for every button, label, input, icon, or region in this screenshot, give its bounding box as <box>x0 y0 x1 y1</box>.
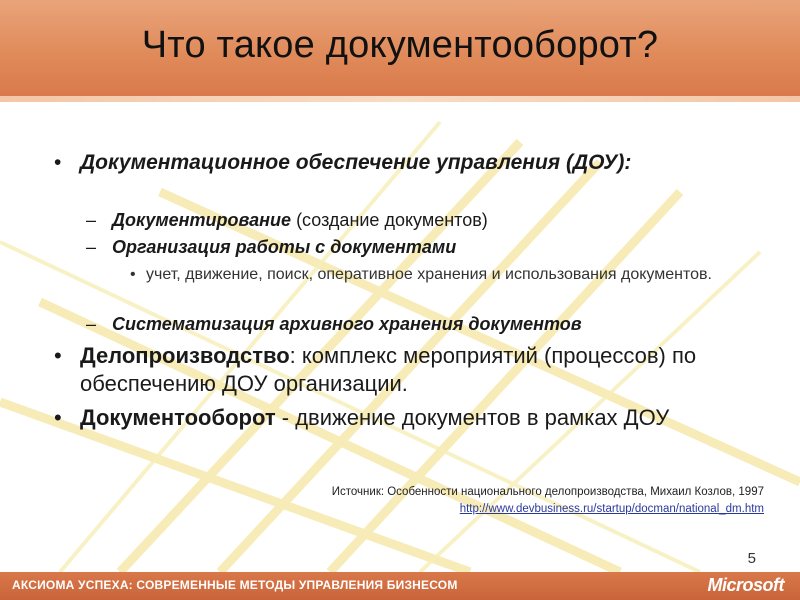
bullet-mark: • <box>54 151 62 174</box>
bullet-document-flow <box>54 404 754 432</box>
bullet-dou <box>54 150 734 176</box>
source-citation <box>332 484 764 518</box>
dash-mark: – <box>86 210 97 230</box>
microsoft-logo: Microsoft <box>707 575 784 595</box>
bullet-mark: • <box>54 405 62 430</box>
subbullet-organization <box>86 235 726 259</box>
source-text: Источник: Особенности национального делопроизводства, Михаил Козлов, 1997 <box>331 486 764 498</box>
footer-bar <box>0 572 800 600</box>
subbullet-documenting-text <box>112 208 488 232</box>
dash-mark: – <box>86 314 97 334</box>
bullet-document-flow-text <box>80 404 669 432</box>
page-number: 5 <box>747 550 756 567</box>
bullet-office-work-rest: : комплекс мероприятий (процессов) по обеспечению ДОУ организации. <box>80 343 697 396</box>
bullet-mark: • <box>130 266 136 283</box>
subbullet-organization-text: Организация работы с документами <box>112 237 457 257</box>
bullet-dou-text: Документационное обеспечение управления (ДОУ): <box>80 151 632 174</box>
dash-mark: – <box>86 237 97 257</box>
subbullet-documenting-rest: (создание документов) <box>291 210 488 230</box>
subbullet-documenting-term: Документирование <box>112 210 292 230</box>
bullet-mark: • <box>54 343 62 368</box>
bullet-document-flow-term: Документооборот <box>80 405 276 430</box>
bullet-office-work-term: Делопроизводство <box>80 343 290 368</box>
subbullet-systematization-text: Систематизация архивного хранения документов <box>112 314 582 334</box>
footer-text: АКСИОМА УСПЕХА: СОВРЕМЕННЫЕ МЕТОДЫ УПРАВЛЕНИЯ БИЗНЕСОМ <box>12 578 458 592</box>
slide-title: Что такое документооборот? <box>141 24 659 66</box>
subsubbullet-accounting <box>130 265 750 285</box>
bullet-office-work <box>54 342 744 398</box>
subbullet-systematization <box>86 312 766 336</box>
bullet-document-flow-rest: - движение документов в рамках ДОУ <box>275 405 670 430</box>
subsubbullet-accounting-text: учет, движение, поиск, оперативное хранения и использования документов. <box>146 266 712 283</box>
source-link[interactable]: http://www.devbusiness.ru/startup/docman/national_dm.htm <box>459 503 764 515</box>
bullet-office-work-text <box>80 342 744 398</box>
subbullet-documenting <box>86 208 726 232</box>
